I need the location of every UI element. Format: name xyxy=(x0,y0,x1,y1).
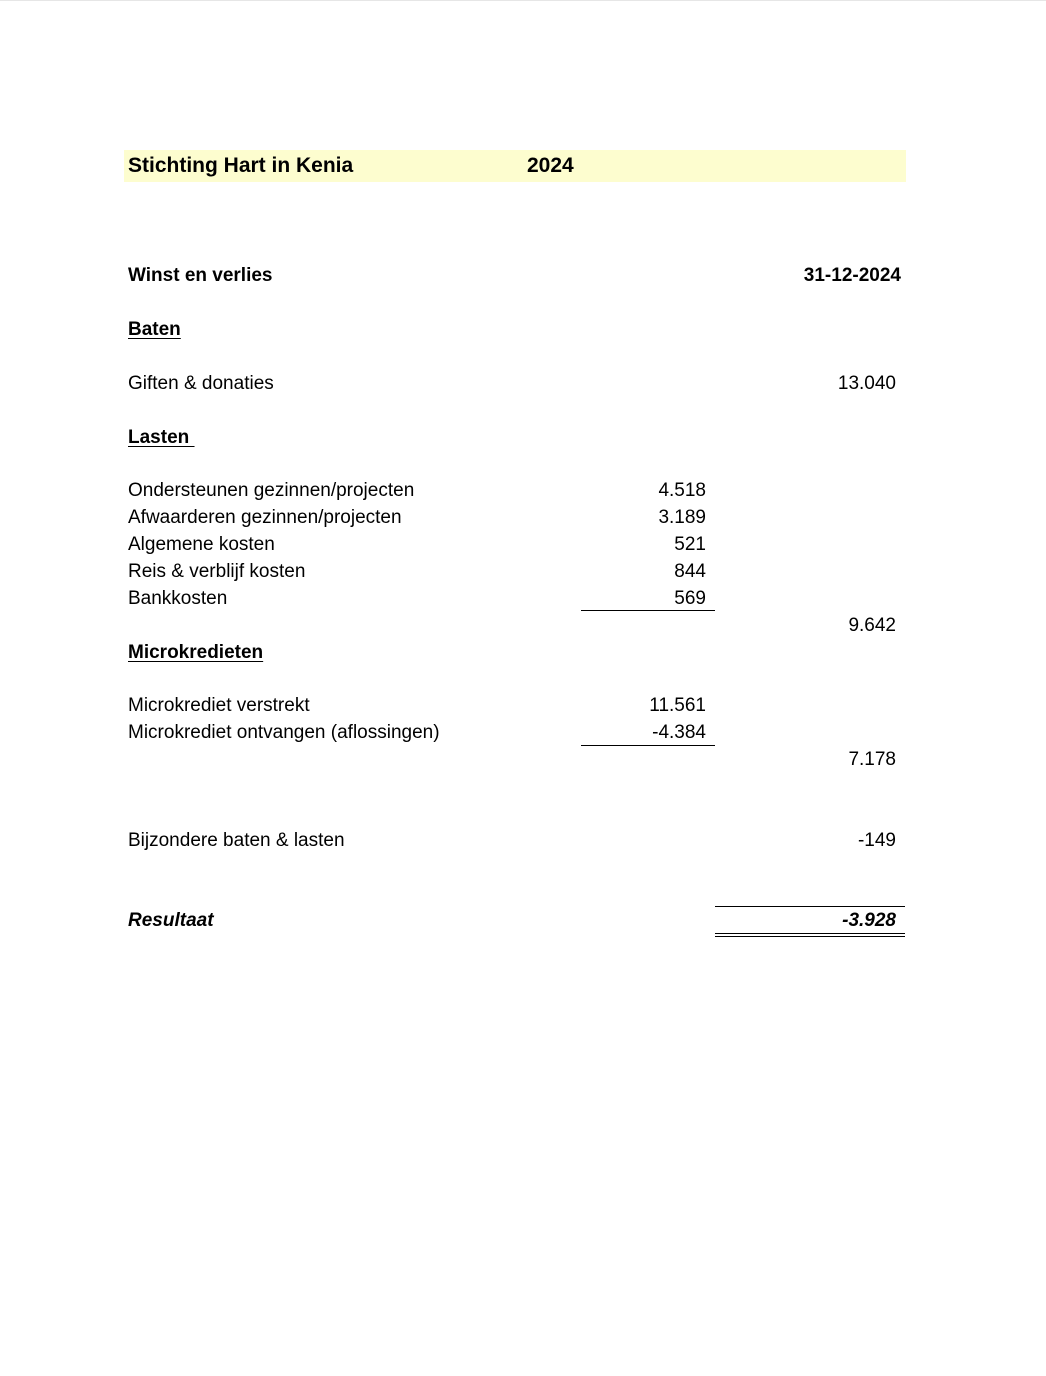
subtotal-rule xyxy=(581,745,715,746)
line-item-label: Giften & donaties xyxy=(128,373,274,394)
microkredieten-total: 7.178 xyxy=(848,749,896,770)
result-double-rule-top xyxy=(715,933,905,934)
line-item-label: Microkrediet verstrekt xyxy=(128,695,310,716)
line-item-value-total: 13.040 xyxy=(837,373,896,394)
line-item-value: -4.384 xyxy=(652,722,706,743)
report-year: 2024 xyxy=(527,154,574,177)
line-item-value: 3.189 xyxy=(658,507,706,528)
result-top-rule xyxy=(715,906,905,907)
line-item-value: 11.561 xyxy=(649,695,706,716)
line-item-label: Microkrediet ontvangen (aflossingen) xyxy=(128,722,440,743)
line-item-value: 4.518 xyxy=(658,480,706,501)
statement-date: 31-12-2024 xyxy=(803,265,901,286)
line-item-value: 521 xyxy=(674,534,706,555)
lasten-total: 9.642 xyxy=(848,615,896,636)
line-item-label: Bankkosten xyxy=(128,588,228,609)
section-heading-microkredieten: Microkredieten xyxy=(128,642,264,663)
line-item-value: 569 xyxy=(674,588,706,609)
section-heading-baten: Baten xyxy=(128,319,181,340)
line-item-label: Ondersteunen gezinnen/projecten xyxy=(128,480,415,501)
result-value: -3.928 xyxy=(842,910,896,931)
statement-title: Winst en verlies xyxy=(128,265,273,286)
bijzondere-value: -149 xyxy=(857,830,896,851)
result-double-rule-bottom xyxy=(715,936,905,937)
line-item-label: Afwaarderen gezinnen/projecten xyxy=(128,507,402,528)
result-label: Resultaat xyxy=(128,910,214,931)
line-item-label: Algemene kosten xyxy=(128,534,275,555)
line-item-label: Reis & verblijf kosten xyxy=(128,561,306,582)
page-top-border xyxy=(0,0,1046,1)
line-item-label: Bijzondere baten & lasten xyxy=(128,830,345,851)
organization-name: Stichting Hart in Kenia xyxy=(128,154,354,177)
section-heading-lasten: Lasten xyxy=(128,427,195,448)
line-item-value: 844 xyxy=(674,561,706,582)
subtotal-rule xyxy=(581,610,715,611)
